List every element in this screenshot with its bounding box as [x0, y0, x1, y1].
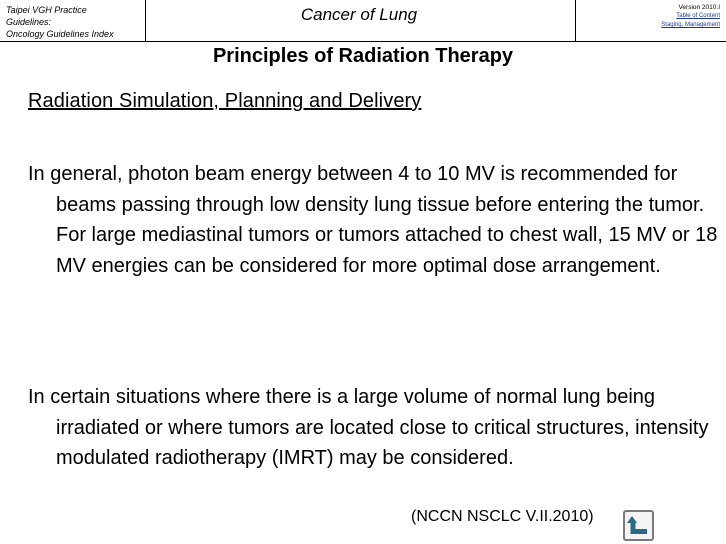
- toc-link[interactable]: Table of Content: [676, 13, 720, 19]
- header-left-line-1: Taipei VGH Practice: [6, 5, 87, 15]
- header-title: Cancer of Lung: [300, 5, 418, 24]
- header-left-line-2: Guidelines:: [6, 17, 52, 27]
- header-divider-right: [575, 0, 576, 42]
- header-divider-bottom: [0, 41, 726, 42]
- section-subtitle: Radiation Simulation, Planning and Delivery: [28, 90, 422, 112]
- return-arrow-icon: [625, 512, 652, 539]
- version-label: Version 2010.I: [678, 4, 720, 11]
- paragraph-beam-energy: In general, photon beam energy between 4 to 10 MV is recommended for beams passing through low density lung tissue before entering the tumor. For large mediastinal tumors or tumors attached to chest wall, 15 MV or 18 MV energies can be considered for more optimal dose arrangement.: [28, 163, 718, 277]
- page-title: Principles of Radiation Therapy: [212, 45, 514, 67]
- header-nav: [580, 3, 720, 30]
- header-left-line-3: Oncology Guidelines Index: [6, 29, 114, 39]
- back-button[interactable]: [623, 510, 654, 541]
- header-divider-left: [145, 0, 146, 42]
- staging-management-link[interactable]: Staging, Management: [661, 22, 720, 28]
- citation: (NCCN NSCLC V.II.2010): [411, 508, 594, 525]
- paragraph-imrt: In certain situations where there is a large volume of normal lung being irradiated or where tumors are located close to critical structures, intensity modulated radiotherapy (IMRT) may be considered.: [28, 386, 709, 469]
- header-guideline-label: [6, 4, 142, 40]
